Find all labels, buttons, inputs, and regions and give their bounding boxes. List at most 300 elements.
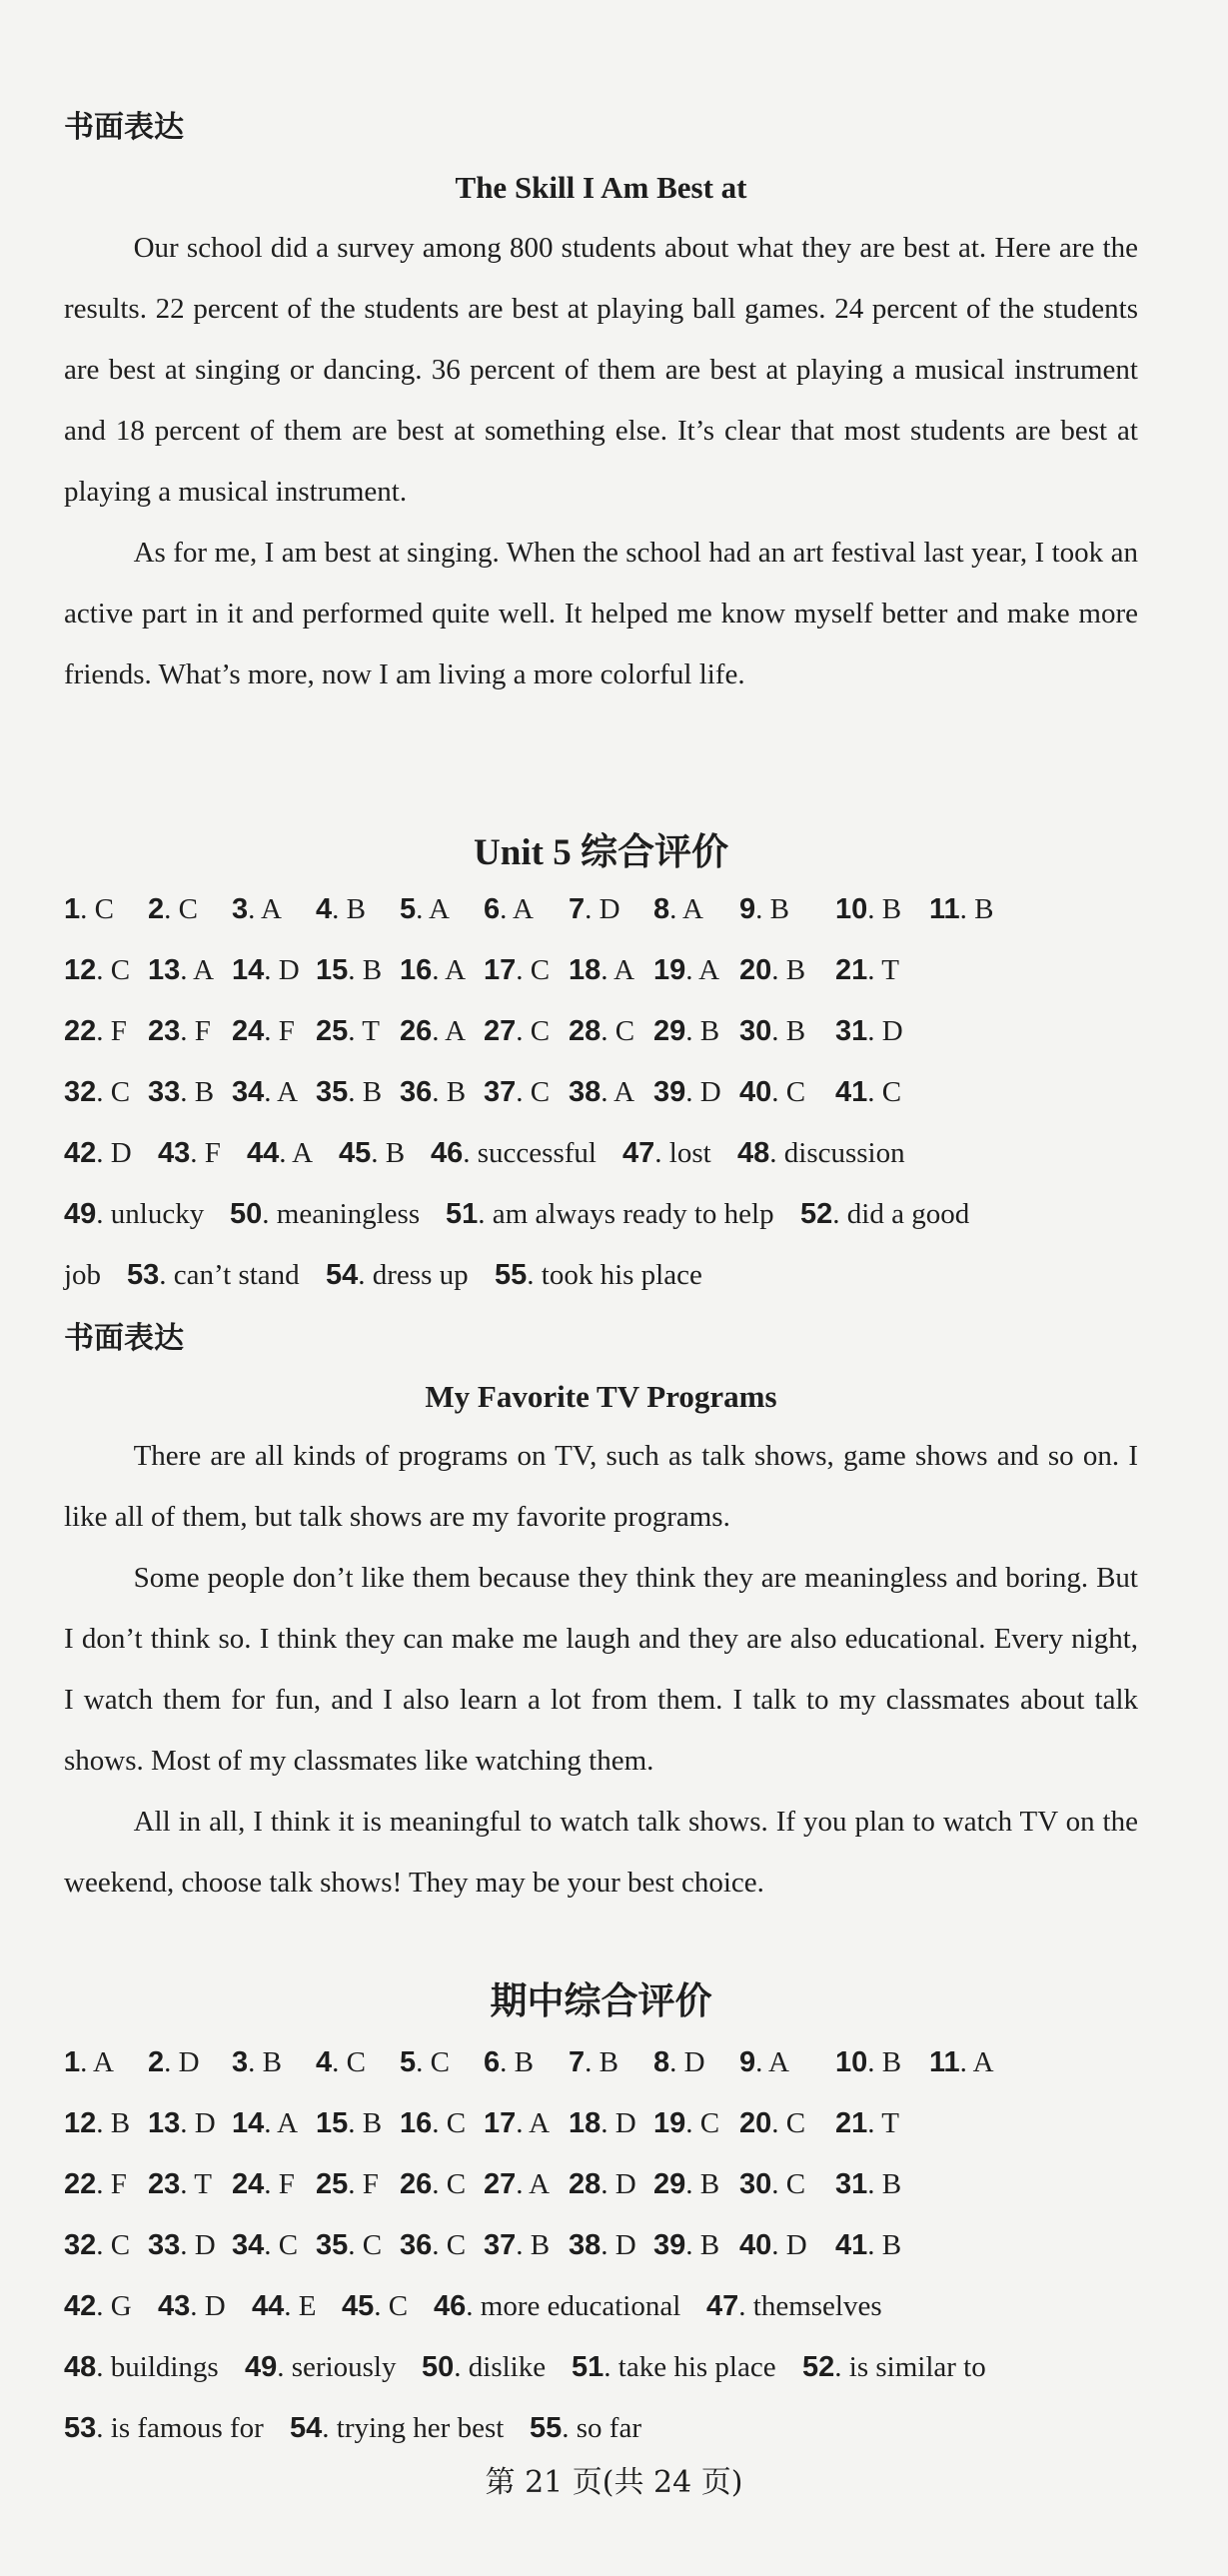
answer-item: 18. A <box>569 954 635 986</box>
question-number: 45 <box>339 1137 372 1169</box>
question-number: 1 <box>64 2046 81 2078</box>
answer-item: 24. F <box>232 1015 295 1047</box>
answer-item: 40. D <box>739 2229 807 2261</box>
answer-item: 8. A <box>653 893 703 925</box>
answer-text: A <box>972 2046 994 2078</box>
essay-body-2 <box>64 1426 1138 1914</box>
answer-item: 35. B <box>316 1076 383 1108</box>
question-number: 53 <box>127 1259 160 1291</box>
answer-item: 39. B <box>653 2229 720 2261</box>
answer-item: 33. D <box>148 2229 216 2261</box>
answer-item: 2. D <box>148 2046 200 2078</box>
answer-item: 43. D <box>158 2290 226 2322</box>
answer-item <box>64 1251 101 1299</box>
answer-item: 38. D <box>569 2229 636 2261</box>
answer-text: A <box>277 1076 299 1108</box>
answer-item: 32. C <box>64 1076 131 1108</box>
answer-item: 11. B <box>929 893 994 925</box>
answer-item: 42. G <box>64 2290 132 2322</box>
answer-row <box>64 1068 1153 1116</box>
answer-text: D <box>599 893 620 925</box>
answer-text: B <box>769 893 789 925</box>
answer-item: 8. D <box>653 2046 705 2078</box>
answer-text: A <box>445 954 467 986</box>
answer-text: successful <box>477 1137 597 1169</box>
answer-text: F <box>278 1015 295 1047</box>
answer-text: C <box>362 2229 383 2261</box>
answer-text: A <box>429 893 450 925</box>
answer-item: 26. C <box>400 2168 467 2200</box>
answer-text: did a good <box>846 1198 970 1230</box>
answer-item: 4. B <box>316 893 366 925</box>
answer-item: 38. A <box>569 1076 635 1108</box>
answer-item: 20. B <box>739 954 806 986</box>
answer-item: 52. did a good <box>800 1198 970 1230</box>
answer-text: B <box>974 893 994 925</box>
answer-item: 39. D <box>653 1076 721 1108</box>
answer-text: C <box>614 1015 635 1047</box>
question-number: 55 <box>495 1259 528 1291</box>
answer-item: 16. C <box>400 2107 467 2139</box>
answer-item: 13. A <box>148 954 215 986</box>
writing-heading-2: 书面表达 <box>64 1321 184 1356</box>
question-number: 51 <box>446 1198 479 1230</box>
answer-text: B <box>346 893 366 925</box>
question-number: 50 <box>230 1198 263 1230</box>
question-number: 15 <box>316 2107 349 2139</box>
answer-text: A <box>93 2046 114 2078</box>
answer-text: D <box>614 2107 636 2139</box>
question-number: 35 <box>316 1076 349 1108</box>
question-number: 46 <box>431 1137 464 1169</box>
question-number: 21 <box>835 2107 868 2139</box>
question-number: 20 <box>739 2107 772 2139</box>
answer-text: C <box>530 1076 551 1108</box>
answer-item: 33. B <box>148 1076 215 1108</box>
answer-item: 44. A <box>247 1137 314 1169</box>
essay-title-1: The Skill I Am Best at <box>455 170 747 205</box>
answer-text: T <box>194 2168 212 2200</box>
answer-text: A <box>292 1137 314 1169</box>
answer-text: D <box>683 2046 705 2078</box>
answer-item: 29. B <box>653 1015 720 1047</box>
question-number: 54 <box>326 1259 359 1291</box>
answer-item: 55. took his place <box>495 1259 702 1291</box>
question-number: 54 <box>290 2412 323 2444</box>
question-number: 35 <box>316 2229 349 2261</box>
answer-item: 21. T <box>835 954 899 986</box>
answer-row <box>64 2038 1153 2086</box>
answer-item: 15. B <box>316 954 383 986</box>
answer-text: F <box>110 2168 127 2200</box>
question-number: 39 <box>653 2229 686 2261</box>
writing-heading-1: 书面表达 <box>64 110 184 145</box>
answer-item: 1. A <box>64 2046 114 2078</box>
answer-text: D <box>194 2107 216 2139</box>
answer-text: B <box>362 954 383 986</box>
question-number: 39 <box>653 1076 686 1108</box>
question-number: 38 <box>569 2229 602 2261</box>
answer-text: T <box>362 1015 380 1047</box>
question-number: 43 <box>158 2290 191 2322</box>
question-number: 15 <box>316 954 349 986</box>
question-number: 10 <box>835 2046 868 2078</box>
answer-item: 40. C <box>739 1076 806 1108</box>
answer-item: 19. A <box>653 954 720 986</box>
answer-text: G <box>110 2290 132 2322</box>
question-number: 4 <box>316 2046 333 2078</box>
answer-text: meaningless <box>276 1198 421 1230</box>
question-number: 2 <box>148 2046 165 2078</box>
answer-text: A <box>698 954 720 986</box>
question-number: 40 <box>739 1076 772 1108</box>
answer-text: A <box>614 1076 635 1108</box>
answer-text: is similar to <box>848 2351 986 2383</box>
answer-item: 28. C <box>569 1015 635 1047</box>
question-number: 42 <box>64 2290 97 2322</box>
question-number: 2 <box>148 893 165 925</box>
question-number: 27 <box>484 1015 517 1047</box>
answer-item: 9. A <box>739 2046 789 2078</box>
answer-item: 52. is similar to <box>802 2351 986 2383</box>
question-number: 19 <box>653 2107 686 2139</box>
answer-text: C <box>446 2229 467 2261</box>
answer-item: 50. dislike <box>422 2351 547 2383</box>
answer-item: 41. B <box>835 2229 902 2261</box>
question-number: 29 <box>653 2168 686 2200</box>
answer-text: B <box>881 893 902 925</box>
question-number: 34 <box>232 1076 265 1108</box>
question-number: 30 <box>739 2168 772 2200</box>
answer-row <box>64 2282 1153 2330</box>
answer-text: B <box>881 2168 902 2200</box>
question-number: 33 <box>148 1076 181 1108</box>
essay-title-2: My Favorite TV Programs <box>425 1379 777 1414</box>
answer-text: T <box>881 2107 899 2139</box>
answer-text: A <box>529 2168 551 2200</box>
answer-item: 19. C <box>653 2107 720 2139</box>
question-number: 52 <box>800 1198 833 1230</box>
question-number: 43 <box>158 1137 191 1169</box>
answer-text: C <box>178 893 198 925</box>
answer-item: 30. B <box>739 1015 806 1047</box>
answer-item: 10. B <box>835 2046 902 2078</box>
question-number: 23 <box>148 2168 181 2200</box>
essay-paragraph: All in all, I think it is meaningful to watch talk shows. If you plan to watch TV on the weekend, choose talk shows! They may be your best choice. <box>64 1806 1138 1899</box>
answer-item: 41. C <box>835 1076 902 1108</box>
answer-item: 53. can’t stand <box>127 1259 300 1291</box>
question-number: 31 <box>835 1015 868 1047</box>
answer-item: 3. B <box>232 2046 282 2078</box>
question-number: 17 <box>484 2107 517 2139</box>
answer-text: C <box>530 954 551 986</box>
answer-text: B <box>699 2229 720 2261</box>
answer-item: 47. themselves <box>706 2290 882 2322</box>
answer-row <box>64 1190 1153 1238</box>
answer-text: C <box>110 954 131 986</box>
question-number: 22 <box>64 1015 97 1047</box>
answer-text: D <box>110 1137 132 1169</box>
question-number: 3 <box>232 893 249 925</box>
answer-text: B <box>194 1076 215 1108</box>
answer-text: B <box>699 2168 720 2200</box>
question-number: 49 <box>245 2351 278 2383</box>
answer-item: 51. take his place <box>572 2351 776 2383</box>
essay-body-1 <box>64 218 1138 705</box>
answer-text: lost <box>668 1137 711 1169</box>
answer-item: 47. lost <box>622 1137 711 1169</box>
answer-text: dislike <box>468 2351 547 2383</box>
answer-text: D <box>699 1076 721 1108</box>
answer-text: C <box>110 1076 131 1108</box>
question-number: 7 <box>569 893 586 925</box>
question-number: 7 <box>569 2046 586 2078</box>
answer-item: 27. C <box>484 1015 551 1047</box>
answer-text: job <box>64 1259 102 1291</box>
answer-item: 20. C <box>739 2107 806 2139</box>
question-number: 4 <box>316 893 333 925</box>
answer-item: 32. C <box>64 2229 131 2261</box>
answer-text: B <box>881 2229 902 2261</box>
answer-item: 49. seriously <box>245 2351 397 2383</box>
answer-item: 2. C <box>148 893 198 925</box>
answer-item: 3. A <box>232 893 282 925</box>
answer-item: 1. C <box>64 893 114 925</box>
answer-text: B <box>599 2046 618 2078</box>
answer-item: 26. A <box>400 1015 467 1047</box>
answer-item: 45. B <box>339 1137 406 1169</box>
question-number: 5 <box>400 2046 417 2078</box>
question-number: 5 <box>400 893 417 925</box>
answer-item: 13. D <box>148 2107 216 2139</box>
answer-item: 22. F <box>64 1015 127 1047</box>
question-number: 47 <box>706 2290 739 2322</box>
answer-row <box>64 2221 1153 2269</box>
answer-text: D <box>785 2229 807 2261</box>
answer-text: am always ready to help <box>492 1198 774 1230</box>
answer-text: F <box>362 2168 379 2200</box>
answer-item: 18. D <box>569 2107 636 2139</box>
question-number: 10 <box>835 893 868 925</box>
answer-text: D <box>194 2229 216 2261</box>
answer-item: 7. D <box>569 893 620 925</box>
answer-text: D <box>178 2046 200 2078</box>
question-number: 12 <box>64 2107 97 2139</box>
question-number: 26 <box>400 1015 433 1047</box>
question-number: 37 <box>484 2229 517 2261</box>
question-number: 40 <box>739 2229 772 2261</box>
answer-text: B <box>446 1076 467 1108</box>
answer-row <box>64 2160 1153 2208</box>
answer-text: A <box>261 893 282 925</box>
answer-text: so far <box>576 2412 641 2444</box>
question-number: 6 <box>484 893 501 925</box>
answer-item: 9. B <box>739 893 789 925</box>
answer-text: C <box>446 2168 467 2200</box>
question-number: 17 <box>484 954 517 986</box>
answer-text: trying her best <box>336 2412 505 2444</box>
answer-item: 50. meaningless <box>230 1198 421 1230</box>
answer-text: dress up <box>372 1259 469 1291</box>
answer-text: B <box>530 2229 551 2261</box>
answer-text: discussion <box>783 1137 905 1169</box>
answer-text: B <box>385 1137 406 1169</box>
answer-item: 43. F <box>158 1137 221 1169</box>
answer-text: B <box>785 1015 806 1047</box>
question-number: 16 <box>400 954 433 986</box>
answer-text: C <box>785 1076 806 1108</box>
question-number: 6 <box>484 2046 501 2078</box>
answer-text: B <box>881 2046 902 2078</box>
question-number: 52 <box>802 2351 835 2383</box>
answer-item: 14. D <box>232 954 300 986</box>
question-number: 34 <box>232 2229 265 2261</box>
answer-row <box>64 2343 1153 2391</box>
answer-item: 29. B <box>653 2168 720 2200</box>
answer-text: C <box>881 1076 902 1108</box>
answer-text: D <box>881 1015 903 1047</box>
answer-item: 17. C <box>484 954 551 986</box>
answer-text: D <box>204 2290 226 2322</box>
answer-text: is famous for <box>110 2412 264 2444</box>
answer-text: can’t stand <box>173 1259 300 1291</box>
question-number: 44 <box>247 1137 280 1169</box>
answer-text: A <box>445 1015 467 1047</box>
question-number: 44 <box>252 2290 285 2322</box>
answer-text: unlucky <box>110 1198 205 1230</box>
question-number: 20 <box>739 954 772 986</box>
answer-row <box>64 2404 1153 2452</box>
answer-text: D <box>614 2229 636 2261</box>
question-number: 36 <box>400 2229 433 2261</box>
answer-item: 7. B <box>569 2046 618 2078</box>
question-number: 25 <box>316 1015 349 1047</box>
answer-item: 34. C <box>232 2229 299 2261</box>
answer-item: 46. more educational <box>434 2290 681 2322</box>
answer-text: more educational <box>480 2290 681 2322</box>
answer-item: 37. C <box>484 1076 551 1108</box>
answer-item: 4. C <box>316 2046 366 2078</box>
question-number: 25 <box>316 2168 349 2200</box>
answer-item: 23. T <box>148 2168 212 2200</box>
answer-item: 49. unlucky <box>64 1198 205 1230</box>
answer-text: A <box>513 893 534 925</box>
answer-item: 25. F <box>316 2168 379 2200</box>
answer-item: 54. trying her best <box>290 2412 505 2444</box>
answer-text: C <box>530 1015 551 1047</box>
answer-item: 10. B <box>835 893 902 925</box>
answer-item: 37. B <box>484 2229 551 2261</box>
answer-item: 15. B <box>316 2107 383 2139</box>
answer-item: 42. D <box>64 1137 132 1169</box>
answer-item: 22. F <box>64 2168 127 2200</box>
answer-text: A <box>768 2046 789 2078</box>
question-number: 32 <box>64 1076 97 1108</box>
answer-item: 44. E <box>252 2290 317 2322</box>
question-number: 46 <box>434 2290 467 2322</box>
question-number: 45 <box>342 2290 375 2322</box>
answer-text: C <box>346 2046 366 2078</box>
answer-text: E <box>298 2290 317 2322</box>
answer-text: A <box>529 2107 551 2139</box>
answer-row <box>64 2099 1153 2147</box>
answer-item: 53. is famous for <box>64 2412 264 2444</box>
answer-text: C <box>94 893 114 925</box>
answer-item: 36. B <box>400 1076 467 1108</box>
question-number: 38 <box>569 1076 602 1108</box>
answer-text: F <box>194 1015 211 1047</box>
answer-item: 12. C <box>64 954 131 986</box>
answer-item: 35. C <box>316 2229 383 2261</box>
answer-text: A <box>682 893 703 925</box>
answer-item: 12. B <box>64 2107 131 2139</box>
question-number: 41 <box>835 2229 868 2261</box>
answer-text: C <box>430 2046 450 2078</box>
answer-text: seriously <box>291 2351 397 2383</box>
answer-item: 36. C <box>400 2229 467 2261</box>
question-number: 18 <box>569 954 602 986</box>
answer-item: 45. C <box>342 2290 409 2322</box>
answer-row <box>64 1251 1153 1299</box>
question-number: 51 <box>572 2351 605 2383</box>
question-number: 47 <box>622 1137 655 1169</box>
answer-item: 5. C <box>400 2046 450 2078</box>
question-number: 49 <box>64 1198 97 1230</box>
answer-text: F <box>278 2168 295 2200</box>
question-number: 37 <box>484 1076 517 1108</box>
question-number: 30 <box>739 1015 772 1047</box>
page-footer: 第 21 页(共 24 页) <box>485 2465 743 2500</box>
question-number: 12 <box>64 954 97 986</box>
answer-text: D <box>614 2168 636 2200</box>
question-number: 8 <box>653 893 670 925</box>
question-number: 11 <box>929 893 960 925</box>
answer-text: C <box>446 2107 467 2139</box>
question-number: 21 <box>835 954 868 986</box>
answer-text: B <box>362 2107 383 2139</box>
answer-text: buildings <box>110 2351 219 2383</box>
answer-text: B <box>262 2046 282 2078</box>
answer-text: B <box>785 954 806 986</box>
answer-text: T <box>881 954 899 986</box>
question-number: 48 <box>737 1137 770 1169</box>
answer-item: 51. am always ready to help <box>446 1198 774 1230</box>
answer-item: 6. A <box>484 893 534 925</box>
answer-item: 54. dress up <box>326 1259 469 1291</box>
answer-text: B <box>699 1015 720 1047</box>
question-number: 32 <box>64 2229 97 2261</box>
essay-paragraph: There are all kinds of programs on TV, such as talk shows, game shows and so on. I like all of them, but talk shows are my favorite programs. <box>64 1440 1138 1533</box>
question-number: 3 <box>232 2046 249 2078</box>
question-number: 13 <box>148 954 181 986</box>
answer-text: B <box>110 2107 131 2139</box>
question-number: 27 <box>484 2168 517 2200</box>
answer-item: 23. F <box>148 1015 211 1047</box>
answer-text: F <box>110 1015 127 1047</box>
question-number: 13 <box>148 2107 181 2139</box>
question-number: 22 <box>64 2168 97 2200</box>
answer-text: B <box>514 2046 534 2078</box>
question-number: 24 <box>232 2168 265 2200</box>
question-number: 1 <box>64 893 81 925</box>
question-number: 26 <box>400 2168 433 2200</box>
answer-item: 17. A <box>484 2107 551 2139</box>
question-number: 14 <box>232 954 265 986</box>
question-number: 28 <box>569 1015 602 1047</box>
question-number: 23 <box>148 1015 181 1047</box>
answer-text: themselves <box>752 2290 882 2322</box>
question-number: 36 <box>400 1076 433 1108</box>
